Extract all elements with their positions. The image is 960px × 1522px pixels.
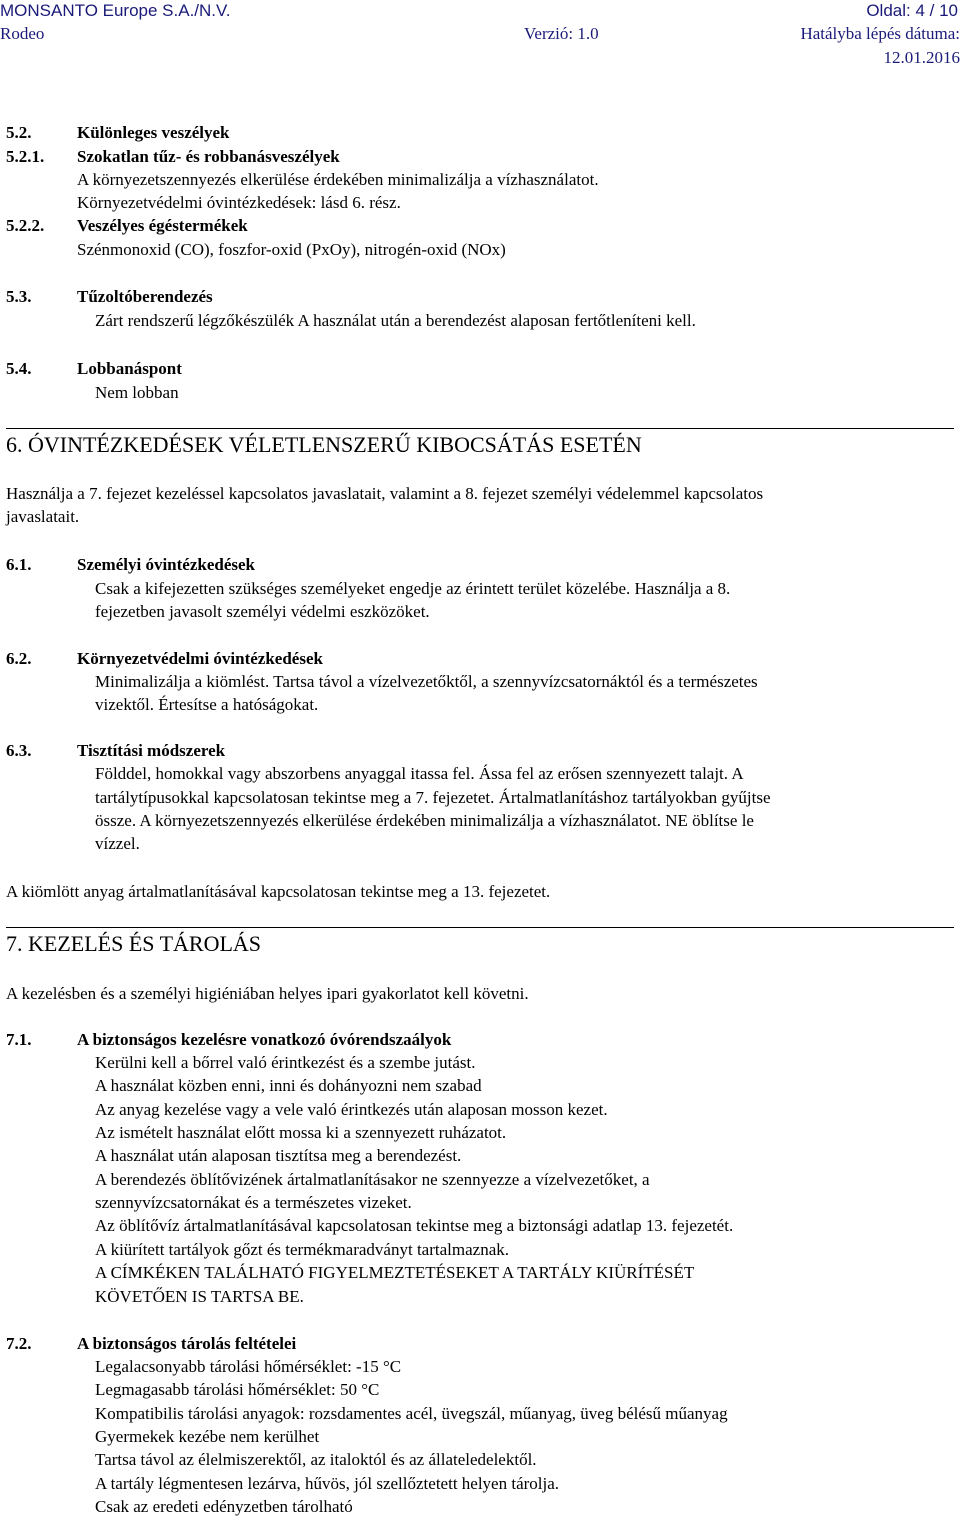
list-item: A tartály légmentesen lezárva, hűvös, jól szellőztetett helyen tárolja. bbox=[95, 1474, 560, 1493]
section-number: 5.4. bbox=[6, 359, 32, 378]
body-text: vizektől. Értesítse a hatóságokat. bbox=[95, 695, 319, 714]
list-item: A használat után alaposan tisztítsa meg a berendezést. bbox=[95, 1146, 462, 1165]
company-name: MONSANTO Europe S.A./N.V. bbox=[0, 1, 231, 20]
body-text: Zárt rendszerű légzőkészülék A használat után a berendezést alaposan fertőtleníteni kell. bbox=[95, 311, 696, 330]
list-item: Kerülni kell a bőrrel való érintkezést és a szembe jutást. bbox=[95, 1053, 476, 1072]
section-title: Lobbanáspont bbox=[77, 359, 182, 378]
section-number: 5.2.1. bbox=[6, 147, 45, 166]
list-item: A CÍMKÉKEN TALÁLHATÓ FIGYELMEZTETÉSEKET A TARTÁLY KIÜRÍTÉSÉT bbox=[95, 1263, 695, 1282]
section-title: Veszélyes égéstermékek bbox=[77, 216, 248, 235]
list-item: A használat közben enni, inni és dohányozni nem szabad bbox=[95, 1076, 482, 1095]
body-text: Környezetvédelmi óvintézkedések: lásd 6. rész. bbox=[77, 193, 401, 212]
section-number: 5.3. bbox=[6, 287, 32, 306]
body-text: A környezetszennyezés elkerülése érdekében minimalizálja a vízhasználatot. bbox=[77, 170, 599, 189]
body-text: fejezetben javasolt személyi védelmi eszközöket. bbox=[95, 602, 430, 621]
body-text: A kiömlött anyag ártalmatlanításával kapcsolatosan tekintse meg a 13. fejezetet. bbox=[6, 882, 551, 901]
body-text: vízzel. bbox=[95, 834, 140, 853]
section-number: 6.2. bbox=[6, 649, 32, 668]
list-item: Csak az eredeti edényzetben tárolható bbox=[95, 1497, 353, 1516]
section-title: Szokatlan tűz- és robbanásveszélyek bbox=[77, 147, 340, 166]
page-number: Oldal: 4 / 10 bbox=[866, 1, 958, 20]
section-heading: 6. ÓVINTÉZKEDÉSEK VÉLETLENSZERŰ KIBOCSÁTÁS ESETÉN bbox=[6, 432, 642, 457]
body-text: Minimalizálja a kiömlést. Tartsa távol a vízelvezetőktől, a szennyvízcsatornáktól és a természetes bbox=[95, 672, 758, 691]
body-text: össze. A környezetszennyezés elkerülése érdekében minimalizálja a vízhasználatot. NE öblítse le bbox=[95, 811, 754, 830]
body-text: Földdel, homokkal vagy abszorbens anyaggal itassa fel. Ássa fel az erősen szennyezett talajt. A bbox=[95, 764, 744, 783]
section-number: 7.1. bbox=[6, 1030, 32, 1049]
body-text: Szénmonoxid (CO), foszfor-oxid (PxOy), nitrogén-oxid (NOx) bbox=[77, 240, 506, 259]
list-item: Tartsa távol az élelmiszerektől, az italoktól és az állateledelektől. bbox=[95, 1450, 537, 1469]
section-number: 5.2. bbox=[6, 123, 32, 142]
list-item: Az öblítővíz ártalmatlanításával kapcsolatosan tekintse meg a biztonsági adatlap 13. fejezetét. bbox=[95, 1216, 734, 1235]
version-label: Verzió: 1.0 bbox=[524, 24, 599, 43]
section-divider bbox=[6, 428, 954, 429]
list-item: A kiürített tartályok gőzt és termékmaradványt tartalmaznak. bbox=[95, 1240, 509, 1259]
section-title: Tisztítási módszerek bbox=[77, 741, 226, 760]
list-item: szennyvízcsatornákat és a természetes vizeket. bbox=[95, 1193, 412, 1212]
body-text: Nem lobban bbox=[95, 383, 179, 402]
section-number: 5.2.2. bbox=[6, 216, 45, 235]
body-text: Csak a kifejezetten szükséges személyeket engedje az érintett terület közelébe. Használja a 8. bbox=[95, 579, 731, 598]
effective-date-label: Hatályba lépés dátuma: bbox=[800, 24, 960, 43]
section-heading: 7. KEZELÉS ÉS TÁROLÁS bbox=[6, 931, 262, 956]
list-item: Kompatibilis tárolási anyagok: rozsdamentes acél, üvegszál, műanyag, üveg bélésű műanyag bbox=[95, 1404, 728, 1423]
section-title: A biztonságos kezelésre vonatkozó óvórendszaályok bbox=[77, 1030, 452, 1049]
product-name: Rodeo bbox=[0, 24, 45, 43]
body-text: Használja a 7. fejezet kezeléssel kapcsolatos javaslatait, valamint a 8. fejezet személyi védelemmel kapcsolatos bbox=[6, 484, 764, 503]
list-item: Legalacsonyabb tárolási hőmérséklet: -15 °C bbox=[95, 1357, 402, 1376]
section-title: Környezetvédelmi óvintézkedések bbox=[77, 649, 323, 668]
section-number: 6.3. bbox=[6, 741, 32, 760]
section-divider bbox=[6, 927, 954, 928]
section-title: Különleges veszélyek bbox=[77, 123, 230, 142]
list-item: Az ismételt használat előtt mossa ki a szennyezett ruházatot. bbox=[95, 1123, 507, 1142]
body-text: A kezelésben és a személyi higiéniában helyes ipari gyakorlatot kell követni. bbox=[6, 984, 529, 1003]
list-item: A berendezés öblítővizének ártalmatlanításakor ne szennyezze a vízelvezetőket, a bbox=[95, 1170, 650, 1189]
section-title: A biztonságos tárolás feltételei bbox=[77, 1334, 297, 1353]
list-item: Legmagasabb tárolási hőmérséklet: 50 °C bbox=[95, 1380, 380, 1399]
section-title: Tűzoltóberendezés bbox=[77, 287, 213, 306]
body-text: javaslatait. bbox=[6, 507, 80, 526]
effective-date: 12.01.2016 bbox=[883, 48, 960, 67]
list-item: Az anyag kezelése vagy a vele való érintkezés után alaposan mosson kezet. bbox=[95, 1100, 608, 1119]
section-title: Személyi óvintézkedések bbox=[77, 555, 255, 574]
section-number: 7.2. bbox=[6, 1334, 32, 1353]
body-text: tartálytípusokkal kapcsolatosan tekintse meg a 7. fejezetet. Ártalmatlanításhoz tartályokban gyűjtse bbox=[95, 788, 771, 807]
section-number: 6.1. bbox=[6, 555, 32, 574]
list-item: KÖVETŐEN IS TARTSA BE. bbox=[95, 1287, 304, 1306]
list-item: Gyermekek kezébe nem kerülhet bbox=[95, 1427, 320, 1446]
